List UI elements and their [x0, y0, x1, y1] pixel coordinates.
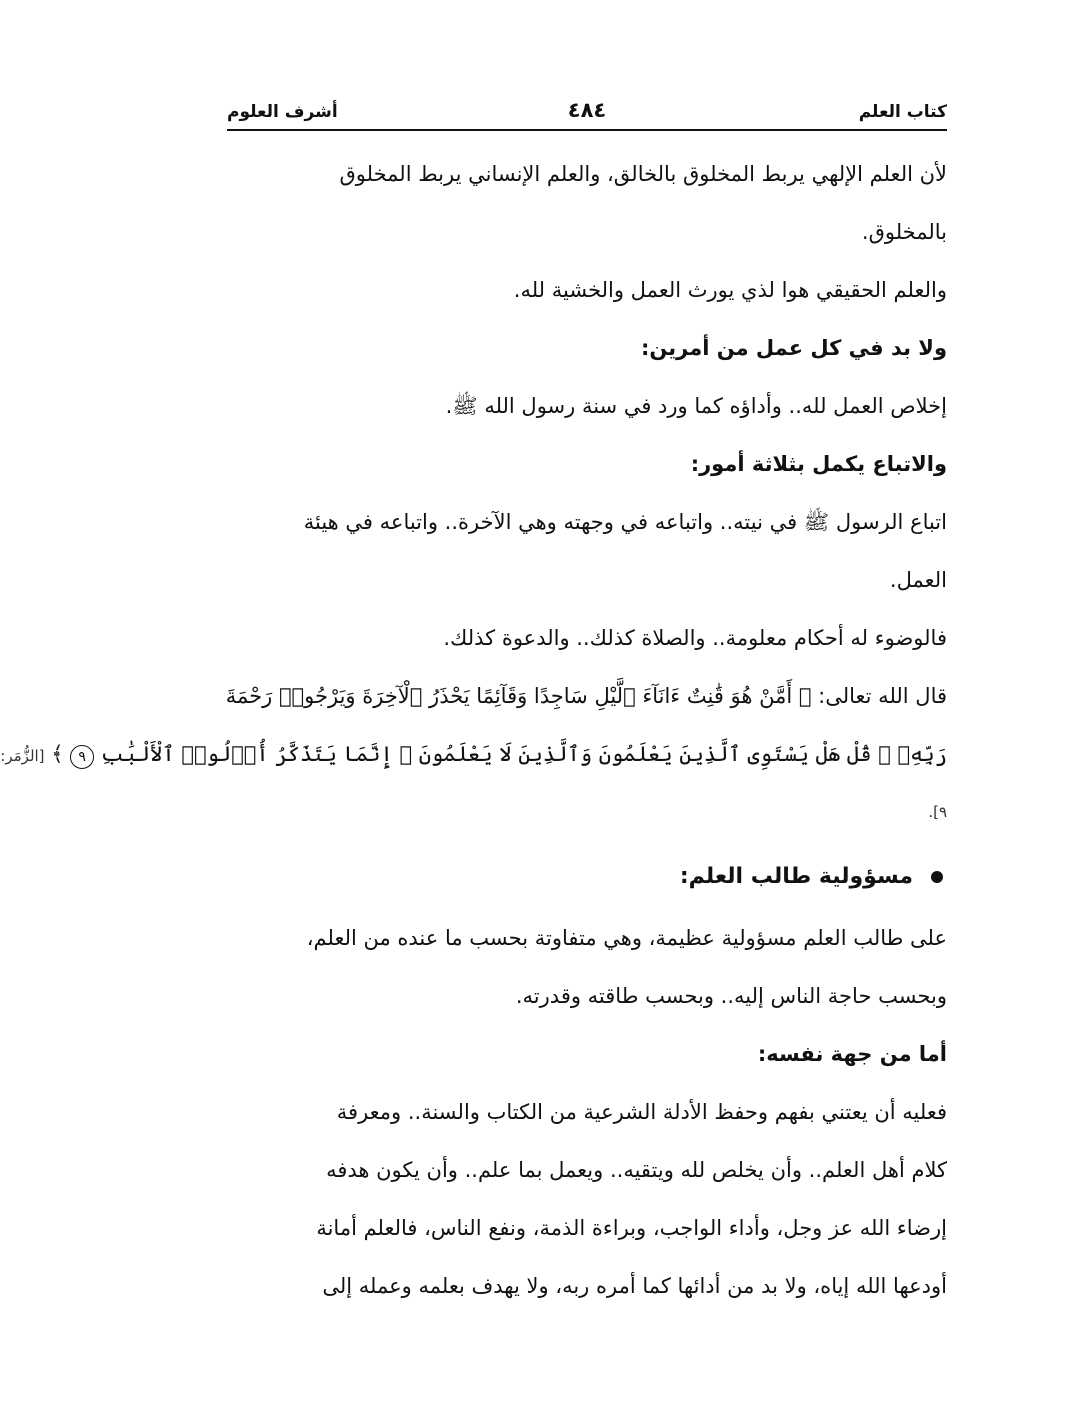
paragraph-line: لأن العلم الإلهي يربط المخلوق بالخالق، والعلم الإنساني يربط المخلوق [339, 162, 947, 186]
heading: والاتباع يكمل بثلاثة أمور: [690, 452, 947, 476]
section-heading [227, 845, 947, 909]
quran-verse: رَبِّهِۦ ۗ قُلْ هَلْ يَسْتَوِى ٱلَّذِينَ يَعْلَمُونَ وَٱلَّذِينَ لَا يَعْلَمُونَ ۗ إِنَّمَا يَتَذَكَّرُ أُو۟لُوا۟ ٱلْأَلْبَٰبِ [100, 742, 947, 766]
paragraph: فالوضوء له أحكام معلومة.. والصلاة كذلك.. والدعوة كذلك. [443, 626, 947, 650]
quran-quote-line [227, 667, 947, 725]
paragraph-line: إرضاء الله عز وجل، وأداء الواجب، وبراءة الذمة، ونفع الناس، فالعلم أمانة [316, 1216, 947, 1240]
paragraph: والعلم الحقيقي هوا لذي يورث العمل والخشية لله. [513, 278, 947, 302]
paragraph-line: على طالب العلم مسؤولية عظيمة، وهي متفاوتة بحسب ما عنده من العلم، [306, 926, 947, 950]
paragraph-line: وبحسب حاجة الناس إليه.. وبحسب طاقته وقدرته. [515, 984, 947, 1008]
quote-reference-end: ٩]. [928, 803, 947, 821]
ayah-number: ٩ [70, 745, 94, 769]
quote-intro: قال الله تعالى: [811, 684, 947, 708]
paragraph-line: العمل. [889, 568, 947, 592]
header-rule [227, 129, 947, 131]
section-title: مسؤولية طالب العلم: [679, 864, 913, 889]
heading: ولا بد في كل عمل من أمرين: [640, 336, 947, 360]
chapter-title: كتاب العلم [858, 102, 947, 122]
bullet-icon [931, 871, 943, 883]
page-number: ٤٨٤ [567, 98, 607, 122]
paragraph-line: اتباع الرسول ﷺ في نيته.. واتباعه في وجهته وهي الآخرة.. واتباعه في هيئة [303, 510, 947, 534]
paragraph-line: بالمخلوق. [861, 220, 947, 244]
paragraph-line: فعليه أن يعتني بفهم وحفظ الأدلة الشرعية من الكتاب والسنة.. ومعرفة [336, 1100, 947, 1124]
page-body [0, 145, 947, 1315]
quran-quote-line [0, 725, 947, 783]
quote-close: ﴾ [44, 742, 71, 766]
paragraph-line: كلام أهل العلم.. وأن يخلص لله ويتقيه.. ويعمل بما علم.. وأن يكون هدفه [326, 1158, 947, 1182]
paragraph-line: أودعها الله إياه، ولا بد من أدائها كما أمره ربه، ولا يهدف بعلمه وعمله إلى [322, 1274, 947, 1298]
paragraph: إخلاص العمل لله.. وأداؤه كما ورد في سنة رسول الله ﷺ. [445, 394, 947, 418]
heading: أما من جهة نفسه: [757, 1042, 947, 1066]
page-header [227, 100, 947, 130]
book-title: أشرف العلوم [227, 102, 338, 122]
quote-reference: [الزُّمَر: [0, 747, 45, 765]
quran-verse: ﴿ أَمَّنْ هُوَ قَٰنِتٌ ءَانَآءَ ٱلَّيْلِ سَاجِدًا وَقَآئِمًا يَحْذَرُ ٱلْآخِرَةَ وَيَرْجُوا۟ رَحْمَةَ [225, 684, 812, 708]
